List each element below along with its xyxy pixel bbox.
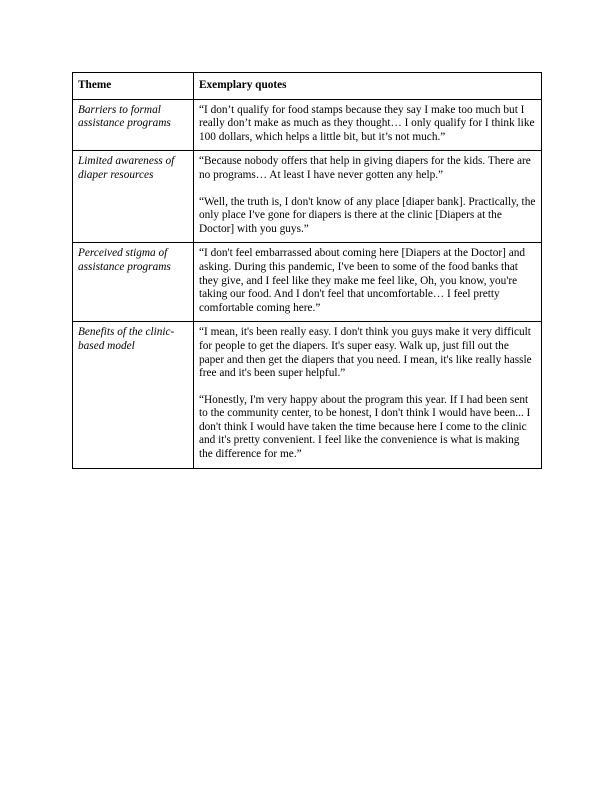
quotes-cell	[194, 99, 542, 151]
header-theme: Theme	[73, 73, 194, 100]
table-header-row	[73, 73, 542, 100]
quotes-cell	[194, 243, 542, 322]
theme-cell: Benefits of the clinic-based model	[73, 322, 194, 468]
quote-text: “Well, the truth is, I don't know of any place [diaper bank]. Practically, the only place I've gone for diapers is there at the clinic [Diapers at the Doctor] with you guys.”	[199, 195, 536, 235]
table-row	[73, 243, 542, 322]
header-exemplary-quotes: Exemplary quotes	[194, 73, 542, 100]
themes-quotes-table	[72, 72, 542, 469]
quotes-cell	[194, 151, 542, 243]
table-row	[73, 322, 542, 468]
table-row	[73, 99, 542, 151]
quote-text: “I mean, it's been really easy. I don't think you guys make it very difficult for people to get the diapers. It's super easy. Walk up, just fill out the paper and then get the diapers that you need. I mean, it's like really hassle free and it's been super helpful.”	[199, 326, 532, 380]
quotes-cell	[194, 322, 542, 468]
quote-text: “I don’t qualify for food stamps because they say I make too much but I really don’t make as much as they thought… I only qualify for I think like 100 dollars, which helps a little bit, but it’s not much.”	[199, 103, 535, 143]
theme-cell: Limited awareness of diaper resources	[73, 151, 194, 243]
theme-cell: Barriers to formal assistance programs	[73, 99, 194, 151]
theme-cell: Perceived stigma of assistance programs	[73, 243, 194, 322]
table-row	[73, 151, 542, 243]
quote-text: “I don't feel embarrassed about coming here [Diapers at the Doctor] and asking. During this pandemic, I've been to some of the food banks that they give, and I feel like they make me feel like, Oh, you know, you're taking our food. And I don't feel that uncomfortable… I feel pretty comfortable coming here.”	[199, 247, 526, 314]
quote-text: “Honestly, I'm very happy about the program this year. If I had been sent to the community center, to be honest, I don't think I would have been... I don't think I would have taken the time because here I come to the clinic and it's pretty convenient. I feel like the convenience is what is making the difference for me.”	[199, 393, 531, 461]
quote-text: “Because nobody offers that help in giving diapers for the kids. There are no programs… At least I have never gotten any help.”	[199, 155, 531, 181]
